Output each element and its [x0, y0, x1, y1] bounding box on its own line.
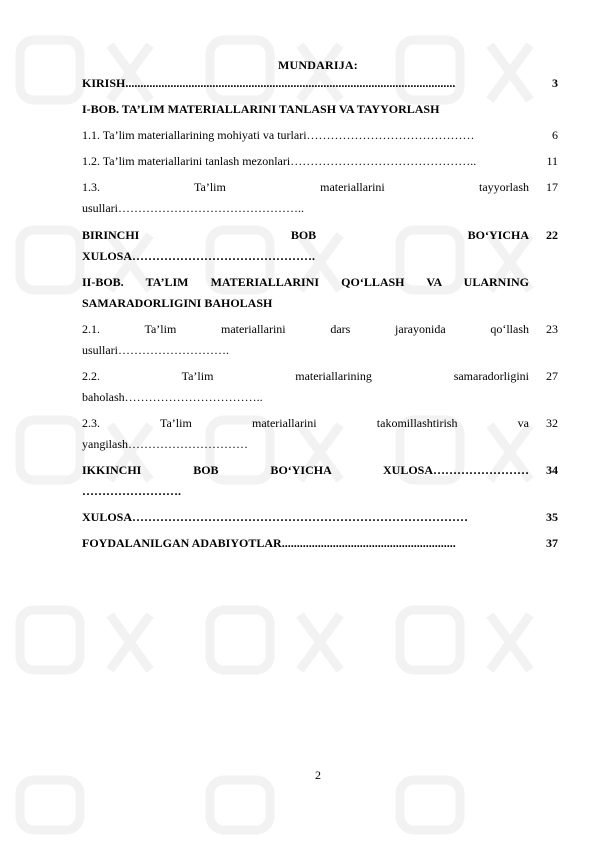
- toc-entry-page: 6: [552, 128, 558, 142]
- toc-entry-text: [82, 225, 529, 267]
- toc-entry-conclusion[interactable]: [82, 507, 558, 528]
- toc-entry-text: 1.1. Ta’lim materiallarining mohiyati va turlari……………………………………: [82, 128, 475, 142]
- toc-entry-line2: usullari……………………….: [82, 343, 229, 357]
- toc-entry-1-2[interactable]: [82, 151, 558, 172]
- toc-entry-line1: IKKINCHI BOB BO‘YICHA XULOSA……………………: [82, 463, 529, 477]
- toc-entry-line1: 2.1. Ta’lim materiallarini dars jarayonida qo‘llash: [82, 322, 529, 336]
- toc-entry-1-3[interactable]: [82, 177, 558, 219]
- toc-entry-text: I-BOB. TA’LIM MATERIALLARINI TANLASH VA TAYYORLASH: [82, 102, 440, 116]
- toc-entry-line1: BIRINCHI BOB BO‘YICHA: [82, 228, 529, 242]
- page-title: MUNDARIJA:: [278, 58, 358, 72]
- toc-entry-kirish[interactable]: [82, 73, 558, 94]
- toc-entry-page: 32: [546, 416, 558, 430]
- toc-entry-page: 35: [546, 510, 558, 524]
- toc-entry-text: [82, 366, 529, 408]
- page-number: 2: [315, 768, 321, 782]
- toc-entry-line2: usullari………………………………………..: [82, 201, 304, 215]
- toc-entry-page: 17: [546, 180, 558, 194]
- toc-entry-text: [82, 413, 529, 455]
- toc-entry-text: [82, 272, 529, 314]
- toc-entry-chapter-2-conclusion[interactable]: [82, 460, 558, 502]
- toc-entry-line1: II-BOB. TA’LIM MATERIALLARINI QO‘LLASH VA ULARNING: [82, 275, 529, 289]
- toc-entry-text: [82, 177, 529, 219]
- toc-entry-text: XULOSA…………………………………………………………………………: [82, 510, 469, 524]
- toc-entry-page: 23: [546, 322, 558, 336]
- toc-heading-chapter-1[interactable]: [82, 99, 558, 120]
- toc-entry-page: 27: [546, 369, 558, 383]
- toc-entry-text: 1.2. Ta’lim materiallarini tanlash mezonlari………………………………………..: [82, 154, 477, 168]
- toc-entry-text: [82, 460, 529, 502]
- toc-entry-line2: …………………….: [82, 484, 181, 498]
- toc-entry-2-2[interactable]: [82, 366, 558, 408]
- toc-entry-line2: XULOSA……………………………………….: [82, 249, 316, 263]
- toc-entry-1-1[interactable]: [82, 125, 558, 146]
- toc-entry-page: 37: [546, 536, 558, 550]
- toc-entry-line2: yangilash…………………………: [82, 437, 248, 451]
- toc-entry-line2: baholash……………………………..: [82, 390, 263, 404]
- toc-entry-page: 11: [546, 154, 558, 168]
- toc-entry-line1: 1.3. Ta’lim materiallarini tayyorlash: [82, 180, 529, 194]
- toc-entry-chapter-1-conclusion[interactable]: [82, 225, 558, 267]
- toc-entry-page: 22: [546, 228, 558, 242]
- toc-entry-line1: 2.2. Ta’lim materiallarining samaradorligini: [82, 369, 529, 383]
- toc-entry-page: 34: [546, 463, 558, 477]
- toc-entry-text: FOYDALANILGAN ADABIYOTLAR..........................................................: [82, 536, 456, 550]
- toc-entry-page: 3: [552, 76, 558, 90]
- toc-entry-line1: 2.3. Ta’lim materiallarini takomillashtirish va: [82, 416, 529, 430]
- toc-entry-2-1[interactable]: [82, 319, 558, 361]
- table-of-contents: [82, 73, 558, 554]
- toc-entry-text: [82, 319, 529, 361]
- toc-entry-references[interactable]: [82, 533, 558, 554]
- toc-entry-text: KIRISH..............................................................................................................: [82, 76, 456, 90]
- toc-entry-line2: SAMARADORLIGINI BAHOLASH: [82, 296, 273, 310]
- toc-heading-chapter-2[interactable]: [82, 272, 558, 314]
- toc-entry-2-3[interactable]: [82, 413, 558, 455]
